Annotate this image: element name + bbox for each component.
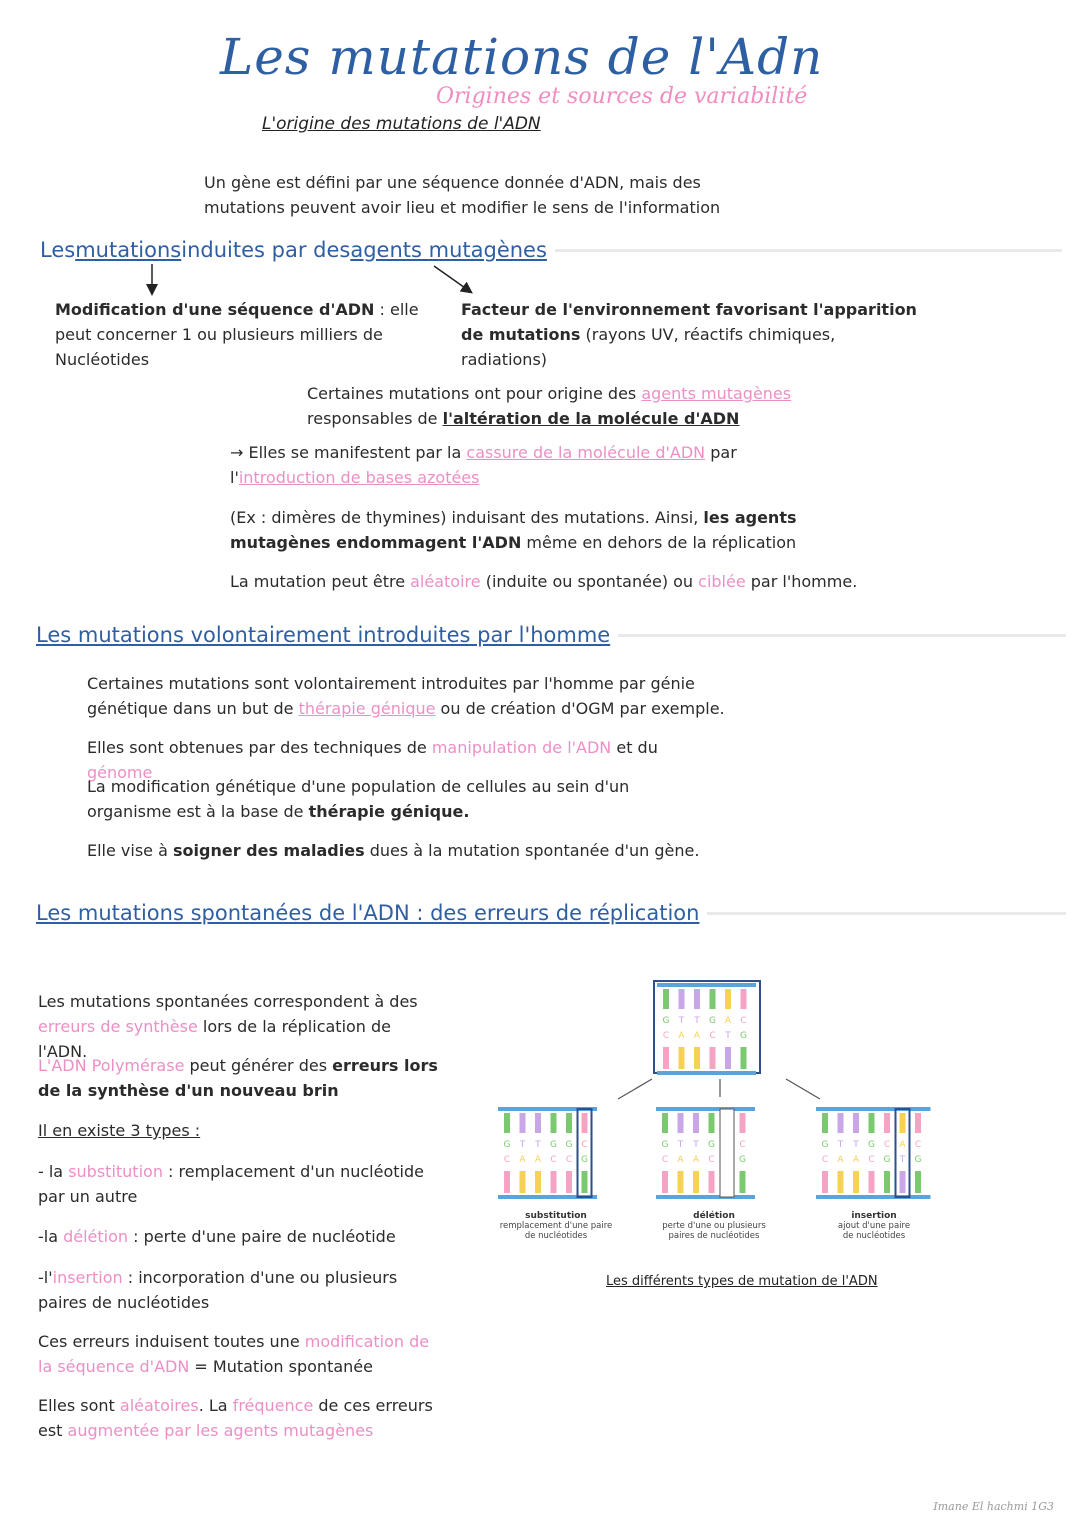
type-substitution: - la substitution : remplacement d'un nucléotide par un autre bbox=[38, 1162, 424, 1206]
base-label: C bbox=[821, 1155, 829, 1165]
base-label: G bbox=[709, 1016, 716, 1026]
base-label: T bbox=[678, 1016, 685, 1026]
panel-desc: de nucléotides bbox=[524, 1231, 588, 1241]
base-label: G bbox=[914, 1155, 922, 1165]
base-label: G bbox=[821, 1140, 829, 1150]
base-label: A bbox=[677, 1155, 684, 1165]
base-label: C bbox=[581, 1140, 588, 1150]
base-label: T bbox=[853, 1140, 859, 1150]
induced-p4: La mutation peut être aléatoire (induite ou spontanée) ou ciblée par l'homme. bbox=[230, 572, 858, 591]
base-label: G bbox=[708, 1140, 715, 1150]
arrows-to-panels bbox=[618, 1079, 820, 1099]
induced-p2: → Elles se manifestent par la cassure de la molécule d'ADN par l'introduction de bases azotées bbox=[230, 443, 737, 487]
voluntary-p4: Elle vise à soigner des maladies dues à la mutation spontanée d'un gène. bbox=[87, 841, 700, 860]
heading-mutations-word: mutations bbox=[75, 238, 182, 262]
panel-desc: de nucléotides bbox=[842, 1231, 906, 1241]
voluntary-p3: La modification génétique d'une population de cellules au sein d'un organisme est à la base de thérapie génique. bbox=[87, 777, 630, 821]
voluntary-p1: Certaines mutations sont volontairement introduites par l'homme par génie génétique dans un but de thérapie génique ou de création d'OGM par exemple. bbox=[87, 674, 725, 718]
base-label: A bbox=[837, 1155, 844, 1165]
mutation-types-figure bbox=[490, 975, 980, 1265]
heading-agents-word: agents mutagènes bbox=[350, 238, 547, 262]
spontaneous-p3: Ces erreurs induisent toutes une modification de la séquence d'ADN = Mutation spontanée bbox=[38, 1332, 430, 1376]
page-subtitle: Origines et sources de variabilité bbox=[436, 84, 808, 109]
base-label: T bbox=[519, 1140, 526, 1150]
section-induced-heading: Les mutations induites par des agents mutagènes bbox=[40, 238, 1062, 262]
base-label: G bbox=[581, 1155, 588, 1165]
base-label: A bbox=[724, 1016, 732, 1026]
base-label: A bbox=[519, 1155, 526, 1165]
spontaneous-p2: L'ADN Polymérase peut générer des erreurs lors de la synthèse d'un nouveau brin bbox=[38, 1056, 438, 1100]
deletion-gap bbox=[720, 1109, 734, 1197]
base-label: G bbox=[740, 1031, 747, 1041]
panel-desc: paires de nucléotides bbox=[668, 1231, 760, 1241]
panel-title: insertion bbox=[851, 1211, 897, 1221]
base-label: G bbox=[661, 1140, 669, 1150]
divider bbox=[618, 634, 1066, 637]
induced-p3: (Ex : dimères de thymines) induisant des mutations. Ainsi, les agents mutagènes endommagent l'ADN même en dehors de la réplication bbox=[230, 508, 797, 552]
base-label: A bbox=[678, 1031, 685, 1041]
divider bbox=[555, 249, 1062, 252]
base-label: C bbox=[708, 1155, 715, 1165]
base-label: A bbox=[534, 1155, 542, 1165]
figure-caption: Les différents types de mutation de l'ADN bbox=[606, 1274, 878, 1289]
base-label: C bbox=[662, 1031, 670, 1041]
base-label: T bbox=[693, 1140, 699, 1150]
panel-desc: perte d'une ou plusieurs bbox=[662, 1221, 766, 1231]
original-strand bbox=[657, 983, 756, 1075]
voluntary-p2: Elles sont obtenues par des techniques de manipulation de l'ADN et du génome bbox=[87, 738, 658, 782]
base-label: G bbox=[868, 1140, 875, 1150]
base-label: T bbox=[535, 1140, 541, 1150]
base-label: C bbox=[740, 1016, 747, 1026]
type-insertion: -l'insertion : incorporation d'une ou plusieurs paires de nucléotides bbox=[38, 1268, 398, 1312]
section-voluntary-heading: Les mutations volontairement introduites par l'homme bbox=[36, 623, 1066, 647]
base-label: T bbox=[725, 1031, 731, 1041]
base-label: C bbox=[550, 1155, 557, 1165]
spontaneous-p1: Les mutations spontanées correspondent à des erreurs de synthèse lors de la réplication de l'ADN. bbox=[38, 992, 418, 1061]
base-label: C bbox=[709, 1031, 716, 1041]
base-label: T bbox=[677, 1140, 684, 1150]
panel-délétion bbox=[656, 1107, 755, 1199]
base-label: T bbox=[837, 1140, 844, 1150]
base-label: T bbox=[899, 1155, 906, 1165]
base-label: C bbox=[739, 1140, 746, 1150]
base-label: T bbox=[694, 1016, 700, 1026]
base-label: C bbox=[565, 1155, 573, 1165]
base-label: A bbox=[852, 1155, 860, 1165]
panel-substitution bbox=[498, 1107, 597, 1199]
base-label: C bbox=[868, 1155, 875, 1165]
intro-paragraph: Un gène est défini par une séquence donnée d'ADN, mais des mutations peuvent avoir lieu et modifier le sens de l'information bbox=[204, 173, 721, 217]
base-label: G bbox=[883, 1155, 891, 1165]
author-signature: Imane El hachmi 1G3 bbox=[933, 1500, 1054, 1513]
definition-agent: Facteur de l'environnement favorisant l'apparition de mutations (rayons UV, réactifs chimiques, radiations) bbox=[461, 300, 917, 369]
base-label: G bbox=[550, 1140, 557, 1150]
spontaneous-p4: Elles sont aléatoires. La fréquence de ces erreurs est augmentée par les agents mutagènes bbox=[38, 1396, 433, 1440]
section-spontaneous-heading: Les mutations spontanées de l'ADN : des erreurs de réplication bbox=[36, 901, 1066, 925]
page-title: Les mutations de l'Adn bbox=[220, 28, 824, 86]
base-label: G bbox=[739, 1155, 746, 1165]
panel-title: substitution bbox=[525, 1211, 587, 1221]
panel-insertion bbox=[816, 1107, 931, 1199]
base-label: G bbox=[503, 1140, 511, 1150]
base-label: C bbox=[883, 1140, 891, 1150]
arrow-right bbox=[434, 266, 468, 290]
type-deletion: -la délétion : perte d'une paire de nucléotide bbox=[38, 1227, 396, 1246]
divider bbox=[707, 912, 1066, 915]
types-label: Il en existe 3 types : bbox=[38, 1121, 201, 1140]
base-label: G bbox=[565, 1140, 573, 1150]
base-label: A bbox=[693, 1031, 701, 1041]
base-label: C bbox=[503, 1155, 511, 1165]
panel-title: délétion bbox=[693, 1211, 735, 1221]
definition-arrows bbox=[0, 260, 1080, 300]
base-label: A bbox=[692, 1155, 700, 1165]
origin-heading: L'origine des mutations de l'ADN bbox=[262, 114, 541, 134]
panel-desc: remplacement d'une paire bbox=[499, 1221, 613, 1231]
base-label: G bbox=[662, 1016, 670, 1026]
base-label: C bbox=[914, 1140, 922, 1150]
definition-mutation: Modification d'une séquence d'ADN : elle peut concerner 1 ou plusieurs milliers de Nucléotides bbox=[55, 300, 419, 369]
induced-p1: Certaines mutations ont pour origine des agents mutagènes responsables de l'altération de la molécule d'ADN bbox=[307, 384, 792, 428]
panel-desc: ajout d'une paire bbox=[837, 1221, 911, 1231]
base-label: C bbox=[661, 1155, 669, 1165]
base-label: A bbox=[899, 1140, 906, 1150]
